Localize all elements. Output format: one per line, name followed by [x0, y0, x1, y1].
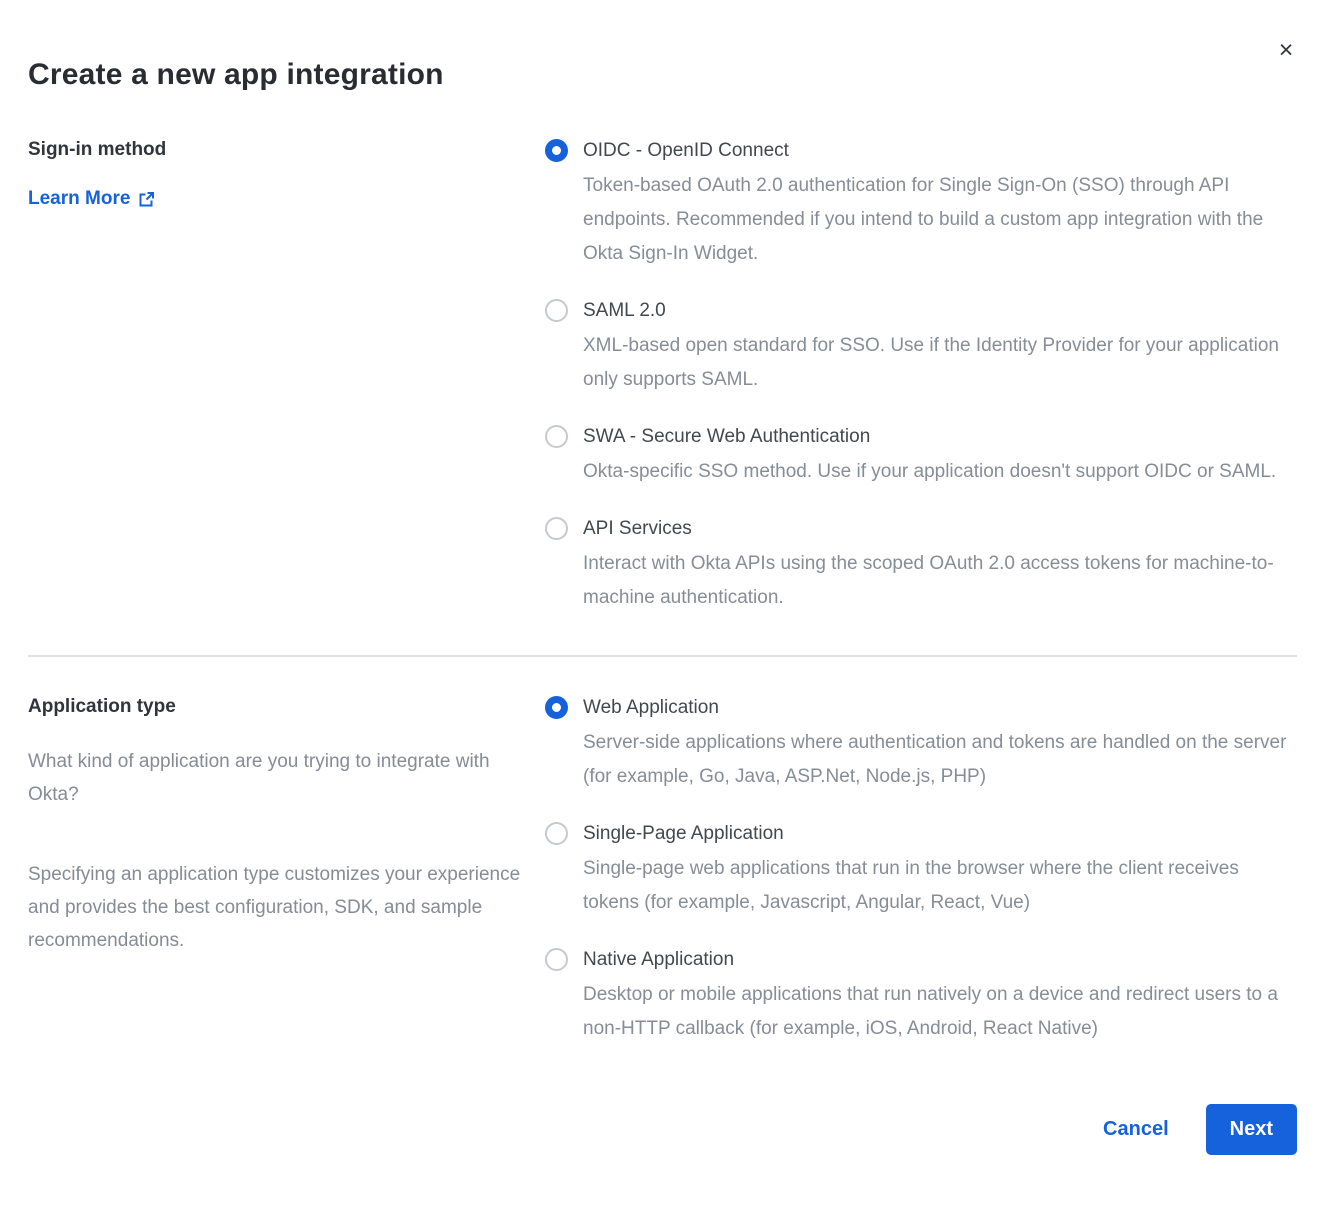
close-icon[interactable]: × — [1272, 36, 1300, 64]
radio-option-swa[interactable] — [545, 424, 1297, 489]
radio-icon-swa[interactable] — [545, 425, 568, 448]
option-description-swa: Okta-specific SSO method. Use if your application doesn't support OIDC or SAML. — [583, 461, 1277, 482]
signin-method-heading: Sign-in method — [28, 139, 167, 160]
learn-more-label: Learn More — [28, 188, 131, 209]
option-label-web-application: Web Application — [583, 697, 719, 718]
radio-icon-native-application[interactable] — [545, 948, 568, 971]
dialog-title: Create a new app integration — [28, 58, 444, 91]
signin-method-section — [28, 138, 1297, 615]
radio-icon-api-services[interactable] — [545, 517, 568, 540]
option-label-swa: SWA - Secure Web Authentication — [583, 426, 871, 447]
next-button[interactable]: Next — [1206, 1104, 1297, 1155]
application-type-paragraph-2: Specifying an application type customizes your experience and provides the best configuration, SDK, and sample recommendations. — [28, 864, 521, 951]
option-description-web-application: Server-side applications where authentication and tokens are handled on the server (for example, Go, Java, ASP.Net, Node.js, PHP) — [583, 732, 1287, 787]
option-label-single-page-application: Single-Page Application — [583, 823, 784, 844]
radio-option-saml[interactable] — [545, 298, 1297, 397]
radio-icon-single-page-application[interactable] — [545, 822, 568, 845]
radio-option-web-application[interactable] — [545, 695, 1297, 794]
dialog-footer — [28, 1104, 1297, 1155]
option-label-api-services: API Services — [583, 518, 692, 539]
radio-icon-oidc[interactable] — [545, 139, 568, 162]
option-label-native-application: Native Application — [583, 949, 735, 970]
option-description-native-application: Desktop or mobile applications that run natively on a device and redirect users to a non-HTTP callback (for example, iOS, Android, React Native) — [583, 984, 1278, 1039]
learn-more-link[interactable] — [28, 188, 155, 210]
cancel-button[interactable]: Cancel — [1103, 1118, 1169, 1140]
application-type-section — [28, 695, 1297, 1046]
application-type-heading: Application type — [28, 696, 176, 717]
radio-icon-web-application[interactable] — [545, 696, 568, 719]
option-description-saml: XML-based open standard for SSO. Use if the Identity Provider for your application only supports SAML. — [583, 335, 1279, 390]
radio-option-single-page-application[interactable] — [545, 821, 1297, 920]
external-link-icon — [138, 191, 155, 208]
radio-option-api-services[interactable] — [545, 516, 1297, 615]
section-divider — [28, 655, 1297, 657]
option-label-saml: SAML 2.0 — [583, 300, 666, 321]
radio-icon-saml[interactable] — [545, 299, 568, 322]
option-description-api-services: Interact with Okta APIs using the scoped OAuth 2.0 access tokens for machine-to-machine authentication. — [583, 553, 1274, 608]
option-description-oidc: Token-based OAuth 2.0 authentication for Single Sign-On (SSO) through API endpoints. Recommended if you intend to build a custom app integration with the Okta Sign-In Widget. — [583, 175, 1264, 264]
radio-option-native-application[interactable] — [545, 947, 1297, 1046]
application-type-paragraph-1: What kind of application are you trying to integrate with Okta? — [28, 751, 490, 805]
radio-option-oidc[interactable] — [545, 138, 1297, 271]
option-description-single-page-application: Single-page web applications that run in the browser where the client receives tokens (for example, Javascript, Angular, React, Vue) — [583, 858, 1239, 913]
option-label-oidc: OIDC - OpenID Connect — [583, 140, 789, 161]
